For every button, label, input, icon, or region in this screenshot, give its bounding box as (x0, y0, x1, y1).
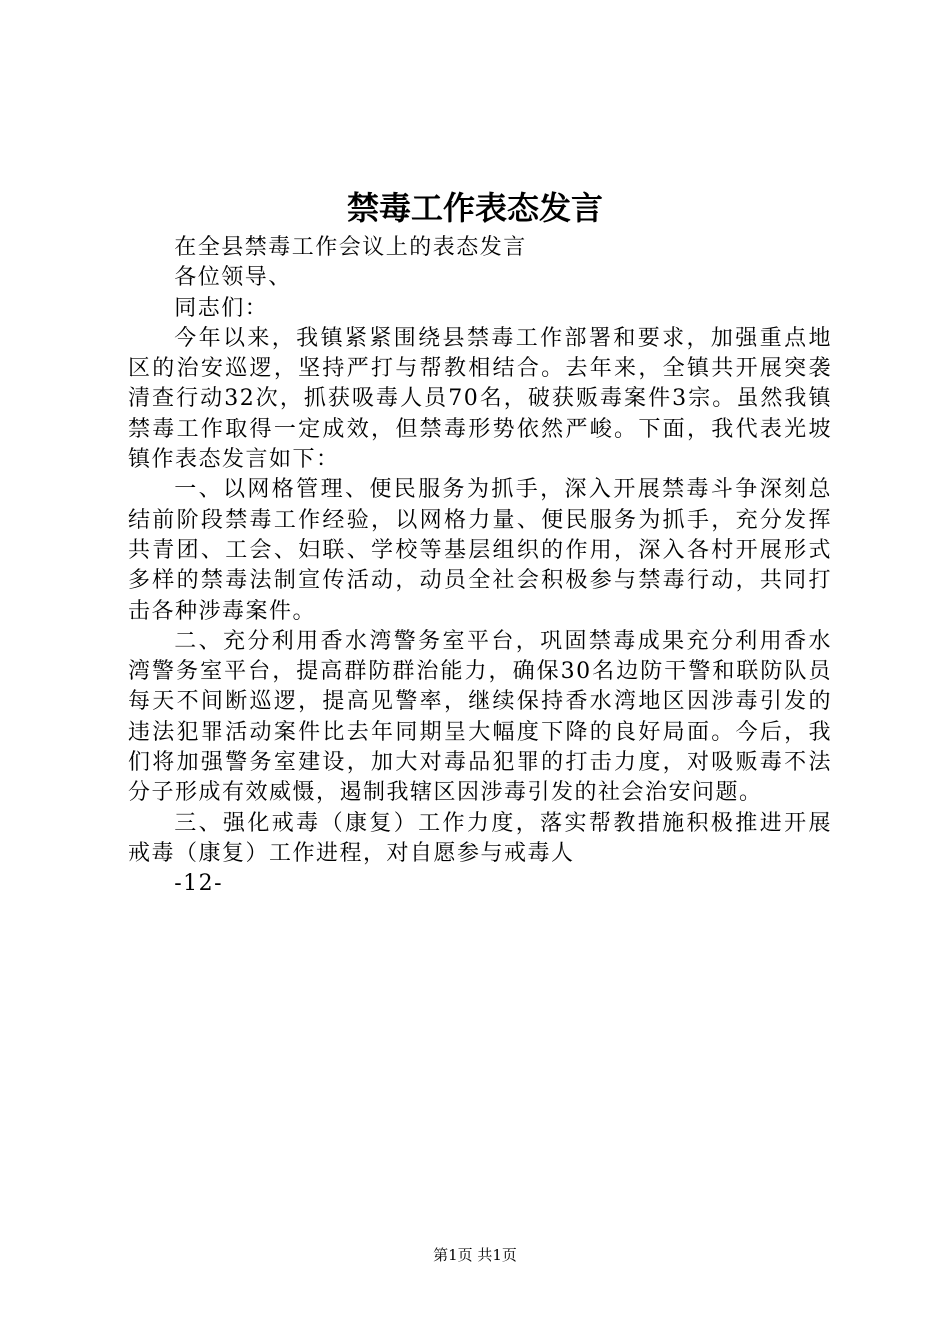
salutation-line-1: 各位领导、 (174, 265, 292, 291)
paragraph-intro: 今年以来，我镇紧紧围绕县禁毒工作部署和要求，加强重点地区的治安巡逻，坚持严打与帮教相结合。去年来，全镇共开展突袭清查行动32次，抓获吸毒人员70名，破获贩毒案件3宗。虽然我镇禁毒工作取得一定成效，但禁毒形势依然严峻。下面，我代表光坡镇作表态发言如下： (128, 325, 832, 473)
page-marker: -12- (174, 871, 224, 897)
document-body (128, 233, 832, 900)
paragraph-point-3: 三、强化戒毒（康复）工作力度，落实帮教措施积极推进开展戒毒（康复）工作进程，对自愿参与戒毒人 (128, 810, 832, 866)
paragraph-point-2: 二、充分利用香水湾警务室平台，巩固禁毒成果充分利用香水湾警务室平台，提高群防群治能力，确保30名边防干警和联防队员每天不间断巡逻，提高见警率，继续保持香水湾地区因涉毒引发的违法犯罪活动案件比去年同期呈大幅度下降的良好局面。今后，我们将加强警务室建设，加大对毒品犯罪的打击力度，对吸贩毒不法分子形成有效威慑，遏制我辖区因涉毒引发的社会治安问题。 (128, 628, 832, 806)
page-footer: 第1页 共1页 (433, 1246, 517, 1264)
salutation-line-2: 同志们： (174, 295, 269, 321)
subtitle-line: 在全县禁毒工作会议上的表态发言 (174, 235, 527, 260)
document-title: 禁毒工作表态发言 (346, 189, 603, 227)
paragraph-point-1: 一、以网格管理、便民服务为抓手，深入开展禁毒斗争深刻总结前阶段禁毒工作经验，以网格力量、便民服务为抓手，充分发挥共青团、工会、妇联、学校等基层组织的作用，深入各村开展形式多样的禁毒法制宣传活动，动员全社会积极参与禁毒行动，共同打击各种涉毒案件。 (128, 477, 832, 624)
